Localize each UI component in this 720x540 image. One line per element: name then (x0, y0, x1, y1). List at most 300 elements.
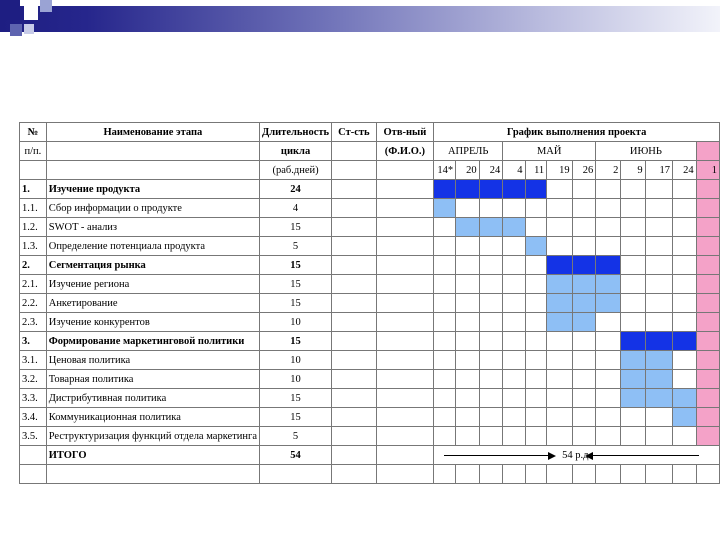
gantt-cell (596, 351, 621, 370)
gantt-cell (525, 389, 547, 408)
total-span (434, 447, 719, 464)
stage-duration: 24 (260, 180, 332, 199)
gantt-bar-light (596, 275, 621, 294)
gantt-bar-light (645, 389, 672, 408)
empty-cell (547, 465, 572, 484)
empty-cell (332, 142, 377, 161)
gantt-cell (434, 427, 456, 446)
gantt-bar-dark (645, 332, 672, 351)
gantt-cell (525, 332, 547, 351)
stage-name: Анкетирование (46, 294, 259, 313)
row-number: 3. (20, 332, 47, 351)
gantt-cell (503, 313, 525, 332)
empty-cell (46, 161, 259, 180)
gantt-cell (572, 370, 596, 389)
stage-duration: 15 (260, 294, 332, 313)
gantt-bar-light (645, 370, 672, 389)
gantt-cell (434, 275, 456, 294)
stage-duration: 5 (260, 237, 332, 256)
day-header: 1 (696, 161, 719, 180)
gantt-bar-light (479, 218, 503, 237)
gantt-bar-light (503, 218, 525, 237)
gantt-cell (503, 408, 525, 427)
empty-cell (376, 161, 433, 180)
empty-cell (332, 465, 377, 484)
gantt-cell (645, 180, 672, 199)
num-header-sub: п/п. (20, 142, 47, 161)
row-number: 1.1. (20, 199, 47, 218)
gantt-cell (503, 256, 525, 275)
stage-responsible (376, 180, 433, 199)
stage-cost (332, 237, 377, 256)
stage-responsible (376, 218, 433, 237)
gantt-cell (479, 351, 503, 370)
gantt-cell (456, 427, 480, 446)
gantt-cell (621, 294, 645, 313)
header-row-3 (20, 161, 720, 180)
gantt-bar-dark (456, 180, 480, 199)
gantt-bar-light (621, 370, 645, 389)
gantt-cell (503, 275, 525, 294)
row-number: 2.1. (20, 275, 47, 294)
july-cell (696, 256, 719, 275)
july-cell (696, 351, 719, 370)
gantt-bar-dark (596, 256, 621, 275)
gantt-cell (596, 199, 621, 218)
gantt-cell (434, 294, 456, 313)
stage-duration: 15 (260, 218, 332, 237)
table-row (20, 370, 720, 389)
empty-cell (645, 465, 672, 484)
title-banner (0, 0, 720, 40)
stage-duration: 5 (260, 427, 332, 446)
gantt-cell (596, 389, 621, 408)
gantt-bar-light (456, 218, 480, 237)
empty-cell (376, 465, 433, 484)
gantt-cell (645, 427, 672, 446)
gantt-cell (434, 237, 456, 256)
gantt-cell (645, 237, 672, 256)
empty-cell (456, 465, 480, 484)
gantt-cell (434, 389, 456, 408)
stage-cost (332, 427, 377, 446)
empty-cell (20, 465, 47, 484)
row-number: 2. (20, 256, 47, 275)
gantt-cell (621, 199, 645, 218)
day-header: 24 (673, 161, 697, 180)
gantt-bar-dark (572, 256, 596, 275)
stage-cost (332, 199, 377, 218)
table-row (20, 332, 720, 351)
gantt-cell (525, 313, 547, 332)
gantt-cell (596, 180, 621, 199)
stage-name: Реструктуризация функций отдела маркетинга (46, 427, 259, 446)
gantt-bar-light (645, 351, 672, 370)
table-row (20, 389, 720, 408)
row-number: 1.3. (20, 237, 47, 256)
gantt-cell (479, 237, 503, 256)
gantt-cell (572, 218, 596, 237)
gantt-cell (596, 332, 621, 351)
gantt-cell (547, 370, 572, 389)
july-cell (696, 275, 719, 294)
month-may: МАЙ (503, 142, 596, 161)
stage-duration: 15 (260, 408, 332, 427)
stage-responsible (376, 332, 433, 351)
banner-square (0, 0, 20, 20)
gantt-cell (503, 332, 525, 351)
day-header: 11 (525, 161, 547, 180)
gantt-cell (479, 408, 503, 427)
stage-responsible (376, 389, 433, 408)
stage-responsible (376, 199, 433, 218)
july-cell (696, 427, 719, 446)
gantt-cell (479, 275, 503, 294)
empty-cell (46, 142, 259, 161)
stage-duration: 10 (260, 370, 332, 389)
gantt-cell (434, 313, 456, 332)
gantt-cell (645, 275, 672, 294)
month-june: ИЮНЬ (596, 142, 696, 161)
stage-cost (332, 389, 377, 408)
stage-name: Определение потенциала продукта (46, 237, 259, 256)
header-row-1 (20, 123, 720, 142)
gantt-cell (525, 370, 547, 389)
gantt-cell (525, 408, 547, 427)
gantt-cell (479, 199, 503, 218)
gantt-cell (456, 408, 480, 427)
stage-duration: 15 (260, 256, 332, 275)
gantt-cell (456, 332, 480, 351)
gantt-cell (547, 389, 572, 408)
empty-cell (621, 465, 645, 484)
empty-cell (332, 161, 377, 180)
table-row (20, 351, 720, 370)
july-cell (696, 199, 719, 218)
gantt-cell (621, 427, 645, 446)
gantt-cell (525, 351, 547, 370)
stage-name: Ценовая политика (46, 351, 259, 370)
banner-square (24, 6, 38, 20)
stage-name: Изучение конкурентов (46, 313, 259, 332)
gantt-cell (621, 218, 645, 237)
row-number: 2.3. (20, 313, 47, 332)
banner-square (10, 24, 22, 36)
gantt-cell (456, 275, 480, 294)
gantt-cell (547, 237, 572, 256)
stage-name: Изучение продукта (46, 180, 259, 199)
gantt-cell (645, 294, 672, 313)
gantt-cell (596, 408, 621, 427)
span-arrow-left (444, 455, 554, 456)
stage-responsible (376, 427, 433, 446)
gantt-bar-light (547, 275, 572, 294)
gantt-cell (503, 370, 525, 389)
duration-header: Длительность (260, 123, 332, 142)
table-row (20, 275, 720, 294)
empty-row (20, 465, 720, 484)
stage-name: Сбор информации о продукте (46, 199, 259, 218)
gantt-cell (596, 427, 621, 446)
row-number: 3.3. (20, 389, 47, 408)
stage-duration: 4 (260, 199, 332, 218)
gantt-table (19, 122, 720, 484)
row-number: 3.1. (20, 351, 47, 370)
gantt-cell (572, 199, 596, 218)
july-cell (696, 313, 719, 332)
empty-cell (434, 465, 456, 484)
stage-responsible (376, 370, 433, 389)
row-number: 3.2. (20, 370, 47, 389)
span-arrow-right (587, 455, 699, 456)
gantt-cell (596, 237, 621, 256)
table-row (20, 180, 720, 199)
total-span-label: 54 р.д. (562, 449, 592, 461)
july-cell (696, 332, 719, 351)
empty-cell (479, 465, 503, 484)
gantt-cell (525, 199, 547, 218)
gantt-cell (525, 218, 547, 237)
stage-name: Сегментация рынка (46, 256, 259, 275)
table-row (20, 427, 720, 446)
gantt-cell (547, 199, 572, 218)
stage-cost (332, 275, 377, 294)
row-number: 3.5. (20, 427, 47, 446)
july-cell (696, 294, 719, 313)
row-number: 2.2. (20, 294, 47, 313)
day-header: 4 (503, 161, 525, 180)
table-row (20, 408, 720, 427)
day-header: 24 (479, 161, 503, 180)
gantt-cell (503, 389, 525, 408)
gantt-cell (596, 218, 621, 237)
gantt-cell (673, 313, 697, 332)
day-header: 26 (572, 161, 596, 180)
gantt-cell (645, 408, 672, 427)
gantt-bar-light (621, 389, 645, 408)
stage-cost (332, 351, 377, 370)
gantt-cell (547, 351, 572, 370)
gantt-cell (456, 237, 480, 256)
stage-duration: 15 (260, 332, 332, 351)
gantt-bar-light (547, 294, 572, 313)
july-cell (696, 370, 719, 389)
gantt-cell (479, 370, 503, 389)
total-duration: 54 (260, 446, 332, 465)
gantt-cell (673, 294, 697, 313)
total-span-cell (434, 446, 720, 465)
day-header: 14* (434, 161, 456, 180)
gantt-cell (525, 275, 547, 294)
gantt-bar-dark (503, 180, 525, 199)
day-header: 19 (547, 161, 572, 180)
stage-responsible (376, 408, 433, 427)
gantt-cell (479, 332, 503, 351)
gantt-cell (645, 218, 672, 237)
gantt-cell (456, 313, 480, 332)
gantt-cell (434, 370, 456, 389)
gantt-cell (673, 237, 697, 256)
july-cell (696, 180, 719, 199)
stage-duration: 10 (260, 351, 332, 370)
stage-responsible (376, 313, 433, 332)
gantt-cell (673, 180, 697, 199)
gantt-bar-light (673, 389, 697, 408)
stage-cost (332, 256, 377, 275)
gantt-cell (479, 256, 503, 275)
gantt-bar-dark (525, 180, 547, 199)
stage-cost (332, 313, 377, 332)
stage-responsible (376, 237, 433, 256)
day-header: 20 (456, 161, 480, 180)
gantt-cell (645, 199, 672, 218)
gantt-bar-light (572, 294, 596, 313)
gantt-cell (434, 218, 456, 237)
gantt-bar-light (525, 237, 547, 256)
row-number: 1.2. (20, 218, 47, 237)
stage-cost (332, 218, 377, 237)
gantt-cell (596, 313, 621, 332)
gantt-cell (434, 408, 456, 427)
gantt-cell (456, 370, 480, 389)
gantt-cell (572, 237, 596, 256)
empty-cell (596, 465, 621, 484)
gantt-cell (572, 389, 596, 408)
gantt-cell (673, 256, 697, 275)
table-row (20, 237, 720, 256)
header-row-2 (20, 142, 720, 161)
stage-name: Коммуникационная политика (46, 408, 259, 427)
empty-cell (20, 161, 47, 180)
gantt-cell (621, 408, 645, 427)
table-row (20, 218, 720, 237)
gantt-cell (547, 427, 572, 446)
table-row (20, 199, 720, 218)
gantt-cell (645, 256, 672, 275)
gantt-cell (434, 256, 456, 275)
gantt-bar-light (572, 313, 596, 332)
gantt-cell (673, 351, 697, 370)
july-cell (696, 142, 719, 161)
stage-name: SWOT - анализ (46, 218, 259, 237)
stage-duration: 15 (260, 275, 332, 294)
gantt-cell (503, 427, 525, 446)
gantt-cell (572, 351, 596, 370)
empty-cell (260, 465, 332, 484)
day-header: 9 (621, 161, 645, 180)
stage-cost (332, 370, 377, 389)
gantt-bar-light (621, 351, 645, 370)
stage-duration: 10 (260, 313, 332, 332)
resp-header-sub: (Ф.И.О.) (376, 142, 433, 161)
stage-cost (332, 294, 377, 313)
banner-square (24, 24, 34, 34)
stage-responsible (376, 275, 433, 294)
gantt-bar-light (547, 313, 572, 332)
july-cell (696, 218, 719, 237)
row-number: 1. (20, 180, 47, 199)
stage-responsible (376, 351, 433, 370)
empty-cell (332, 446, 377, 465)
duration-header-sub: цикла (260, 142, 332, 161)
gantt-cell (479, 389, 503, 408)
gantt-cell (456, 389, 480, 408)
empty-cell (673, 465, 697, 484)
total-label: ИТОГО (46, 446, 259, 465)
gantt-cell (673, 370, 697, 389)
stage-name: Изучение региона (46, 275, 259, 294)
gantt-cell (525, 427, 547, 446)
gantt-cell (621, 313, 645, 332)
gantt-cell (503, 237, 525, 256)
stage-cost (332, 332, 377, 351)
gantt-cell (547, 332, 572, 351)
gantt-cell (456, 199, 480, 218)
gantt-bar-light (434, 199, 456, 218)
stage-name: Товарная политика (46, 370, 259, 389)
gantt-cell (621, 237, 645, 256)
gantt-cell (572, 427, 596, 446)
table-row (20, 294, 720, 313)
stage-cost (332, 408, 377, 427)
gantt-cell (503, 199, 525, 218)
row-number: 3.4. (20, 408, 47, 427)
gantt-cell (673, 275, 697, 294)
gantt-cell (596, 370, 621, 389)
july-cell (696, 408, 719, 427)
gantt-cell (479, 427, 503, 446)
gantt-cell (547, 218, 572, 237)
table-row (20, 256, 720, 275)
cost-header: Ст-сть (332, 123, 377, 142)
gantt-cell (572, 180, 596, 199)
gantt-cell (456, 294, 480, 313)
stage-cost (332, 180, 377, 199)
empty-cell (20, 446, 47, 465)
gantt-bar-dark (547, 256, 572, 275)
gantt-cell (434, 351, 456, 370)
gantt-cell (572, 408, 596, 427)
july-cell (696, 237, 719, 256)
gantt-cell (434, 332, 456, 351)
resp-header: Отв-ный (376, 123, 433, 142)
gantt-cell (479, 313, 503, 332)
empty-cell (525, 465, 547, 484)
gantt-cell (673, 199, 697, 218)
stage-name: Дистрибутивная политика (46, 389, 259, 408)
gantt-cell (503, 294, 525, 313)
gantt-bar-dark (673, 332, 697, 351)
stage-header: Наименование этапа (46, 123, 259, 142)
stage-responsible (376, 294, 433, 313)
schedule-header: График выполнения проекта (434, 123, 720, 142)
duration-header-unit: (раб.дней) (260, 161, 332, 180)
empty-cell (376, 446, 433, 465)
empty-cell (696, 465, 719, 484)
banner-square (40, 0, 52, 12)
day-header: 17 (645, 161, 672, 180)
banner-gradient (0, 6, 720, 32)
gantt-cell (572, 332, 596, 351)
gantt-cell (456, 351, 480, 370)
gantt-cell (503, 351, 525, 370)
gantt-cell (673, 218, 697, 237)
gantt-cell (621, 275, 645, 294)
empty-cell (46, 465, 259, 484)
num-header: № (20, 123, 47, 142)
arrow-left-icon (585, 452, 593, 460)
gantt-bar-dark (621, 332, 645, 351)
